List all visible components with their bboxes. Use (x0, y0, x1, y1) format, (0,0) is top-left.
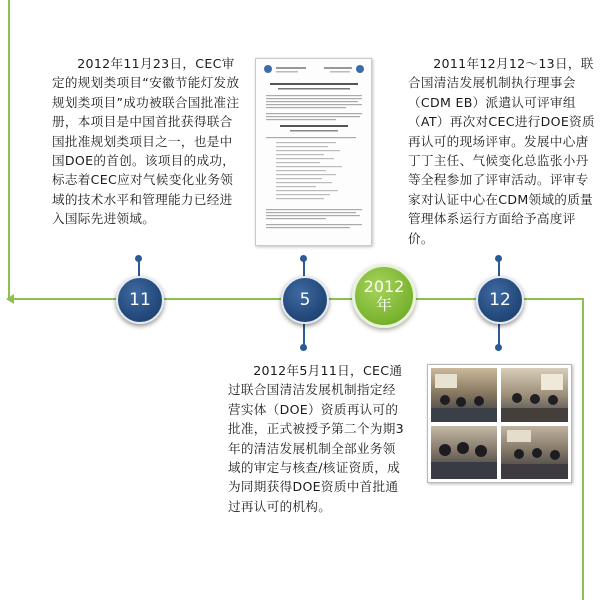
year-number: 2012 (363, 277, 405, 296)
event-text-dec-2011: 2011年12月12～13日，联合国清洁发展机制执行理事会（CDM EB）派遣认可评审组（AT）再次对CEC进行DOE资质再认可的现场评审。发展中心唐丁丁主任、气候变化总监张小丹等全程参加了评审活动。评审专家对认证中心在CDM领域的质量管理体系运行方面给予高度评价。 (408, 56, 595, 246)
timeline-node-month-5[interactable] (281, 276, 329, 324)
document-page-icon (256, 59, 371, 245)
node-label: 12 (489, 290, 511, 310)
meeting-photo (431, 426, 497, 479)
timeline-left-vertical-line (8, 0, 10, 300)
connector-dot (495, 344, 502, 351)
timeline-year-badge[interactable] (352, 264, 416, 328)
timeline-node-month-11[interactable] (116, 276, 164, 324)
event-text-may-2012: 2012年5月11日，CEC通过联合国清洁发展机制指定经营实体（DOE）资质再认可的批准，正式被授予第二个为期3年的清洁发展机制全部业务领域的审定与核查/核证资质，成为同期获得DOE资质中首批通过再认可的机构。 (228, 363, 404, 514)
timeline-right-vertical-line (582, 298, 584, 600)
timeline-node-month-12[interactable] (476, 276, 524, 324)
node-label: 5 (299, 290, 311, 310)
meeting-photo (501, 368, 568, 422)
connector-dot (300, 344, 307, 351)
meeting-photo (501, 426, 568, 479)
year-suffix: 年 (375, 295, 392, 314)
node-label: 11 (129, 290, 151, 310)
event-text-nov-2012: 2012年11月23日，CEC审定的规划类项目“安徽节能灯发放规划类项目”成功被联合国批准注册，本项目是中国首批获得联合国批准规划类项目之一，也是中国DOE的首创。该项目的成功，标志着CEC应对气候变化业务领域的技术水平和管理能力已经进入国际先进领域。 (52, 56, 240, 227)
meeting-photo (431, 368, 497, 422)
certificate-document-image (255, 58, 372, 246)
meeting-photo-collage (427, 364, 572, 483)
